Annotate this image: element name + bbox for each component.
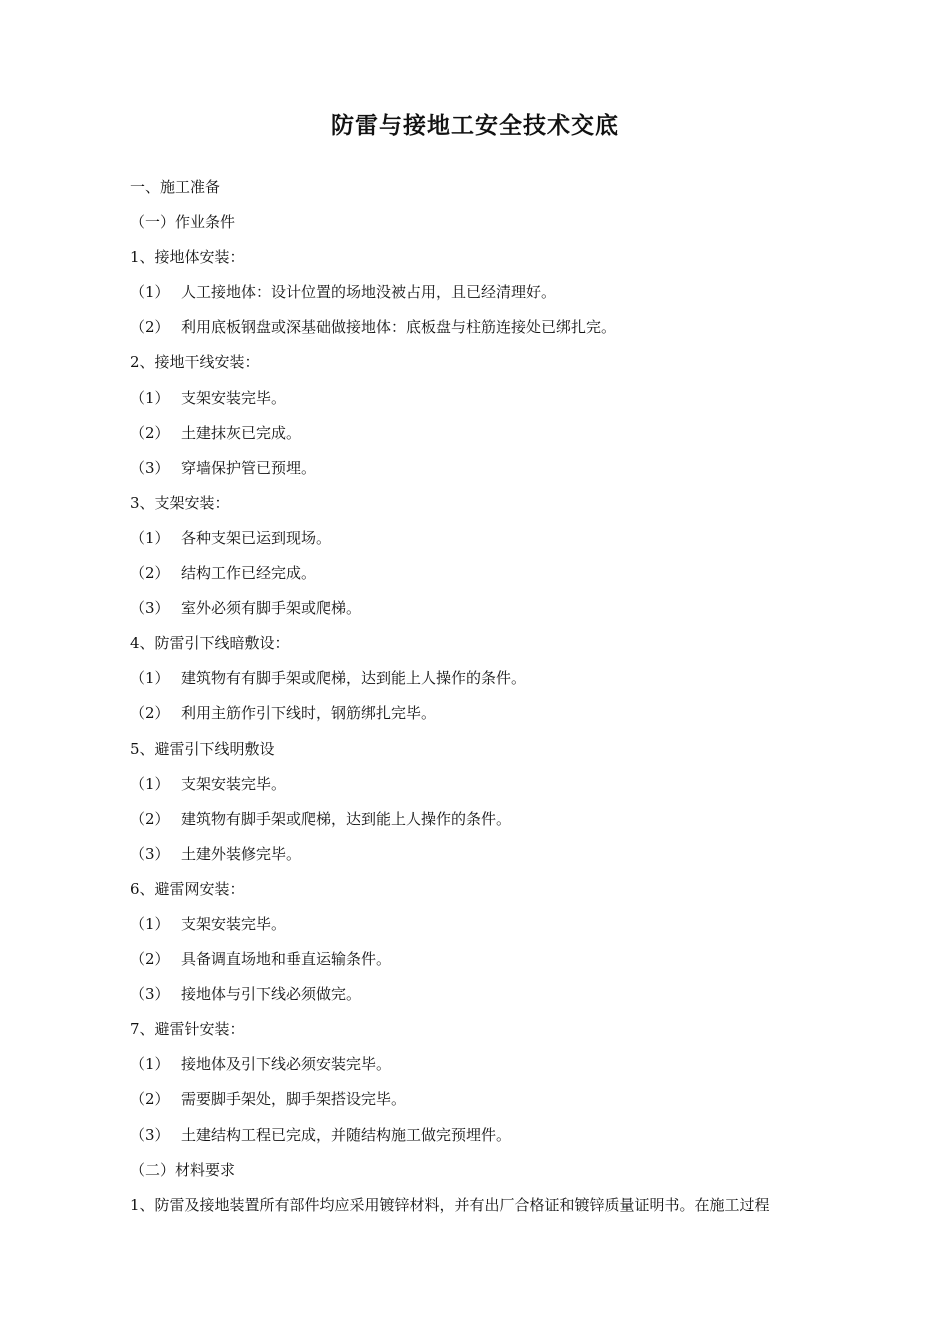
list-item — [130, 416, 860, 451]
line-text: 穿墙保护管已预埋。 — [181, 458, 317, 477]
list-item-number: （2） — [130, 809, 170, 828]
line-text: 土建结构工程已完成，并随结构施工做完预埋件。 — [181, 1125, 512, 1144]
line-text: 接地体及引下线必须安装完毕。 — [181, 1055, 392, 1074]
line-text: 6、避雷网安装： — [130, 879, 245, 898]
line-text: 结构工作已经完成。 — [181, 564, 317, 583]
list-item — [130, 802, 860, 837]
paragraph-heading — [130, 626, 860, 661]
list-item — [130, 381, 860, 416]
list-item-number: （3） — [130, 599, 170, 618]
line-text: 支架安装完毕。 — [181, 774, 287, 793]
line-text: 1、接地体安装： — [130, 248, 245, 267]
line-text: 建筑物有脚手架或爬梯，达到能上人操作的条件。 — [181, 809, 512, 828]
line-text: 具备调直场地和垂直运输条件。 — [181, 950, 392, 969]
document-body — [130, 170, 860, 1223]
line-text: 2、接地干线安装： — [130, 353, 260, 372]
list-item-number: （2） — [130, 704, 170, 723]
line-text: （一）作业条件 — [130, 213, 236, 232]
list-item — [130, 591, 860, 626]
list-item — [130, 310, 860, 345]
paragraph-heading — [130, 1153, 860, 1188]
line-text: 土建外装修完毕。 — [181, 844, 302, 863]
list-item-number: （1） — [130, 283, 170, 302]
line-text: （二）材料要求 — [130, 1160, 236, 1179]
line-text: 接地体与引下线必须做完。 — [181, 985, 362, 1004]
list-item-number: （1） — [130, 528, 170, 547]
list-item — [130, 1118, 860, 1153]
list-item — [130, 1047, 860, 1082]
list-item — [130, 837, 860, 872]
line-text: 支架安装完毕。 — [181, 388, 287, 407]
list-item-number: （3） — [130, 1125, 170, 1144]
line-text: 利用主筋作引下线时，钢筋绑扎完毕。 — [181, 704, 437, 723]
line-text: 需要脚手架处，脚手架搭设完毕。 — [181, 1090, 407, 1109]
list-item-number: （3） — [130, 458, 170, 477]
document-title: 防雷与接地工安全技术交底 — [331, 113, 619, 139]
list-item — [130, 907, 860, 942]
list-item — [130, 661, 860, 696]
list-item-number: （3） — [130, 985, 170, 1004]
list-item-number: （2） — [130, 950, 170, 969]
line-text: 3、支架安装： — [130, 493, 230, 512]
line-text: 人工接地体：设计位置的场地没被占用，且已经清理好。 — [181, 283, 557, 302]
line-text: 7、避雷针安装： — [130, 1020, 245, 1039]
list-item-number: （1） — [130, 388, 170, 407]
list-item-number: （2） — [130, 1090, 170, 1109]
list-item-number: （1） — [130, 774, 170, 793]
paragraph-heading — [130, 486, 860, 521]
paragraph-heading — [130, 1012, 860, 1047]
paragraph-heading — [130, 872, 860, 907]
list-item-number: （1） — [130, 1055, 170, 1074]
list-item-number: （2） — [130, 423, 170, 442]
line-text: 1、防雷及接地装置所有部件均应采用镀锌材料，并有出厂合格证和镀锌质量证明书。在施工过程 — [130, 1195, 770, 1214]
line-text: 4、防雷引下线暗敷设： — [130, 634, 290, 653]
list-item-number: （1） — [130, 914, 170, 933]
list-item — [130, 767, 860, 802]
paragraph-heading — [130, 170, 860, 205]
list-item — [130, 696, 860, 731]
list-item — [130, 451, 860, 486]
list-item — [130, 556, 860, 591]
list-item-number: （1） — [130, 669, 170, 688]
line-text: 支架安装完毕。 — [181, 914, 287, 933]
list-item-number: （2） — [130, 564, 170, 583]
line-text: 土建抹灰已完成。 — [181, 423, 302, 442]
line-text: 一、施工准备 — [130, 178, 221, 196]
line-text: 5、避雷引下线明敷设 — [130, 739, 275, 758]
line-text: 各种支架已运到现场。 — [181, 528, 332, 547]
paragraph-heading — [130, 1188, 860, 1223]
list-item — [130, 942, 860, 977]
line-text: 建筑物有有脚手架或爬梯，达到能上人操作的条件。 — [181, 669, 527, 688]
list-item-number: （2） — [130, 318, 170, 337]
paragraph-heading — [130, 240, 860, 275]
paragraph-heading — [130, 345, 860, 380]
line-text: 室外必须有脚手架或爬梯。 — [181, 599, 362, 618]
list-item — [130, 521, 860, 556]
list-item — [130, 1082, 860, 1117]
list-item — [130, 977, 860, 1012]
list-item-number: （3） — [130, 844, 170, 863]
line-text: 利用底板钢盘或深基础做接地体：底板盘与柱筋连接处已绑扎完。 — [181, 318, 617, 337]
paragraph-heading — [130, 732, 860, 767]
list-item — [130, 275, 860, 310]
paragraph-heading — [130, 205, 860, 240]
